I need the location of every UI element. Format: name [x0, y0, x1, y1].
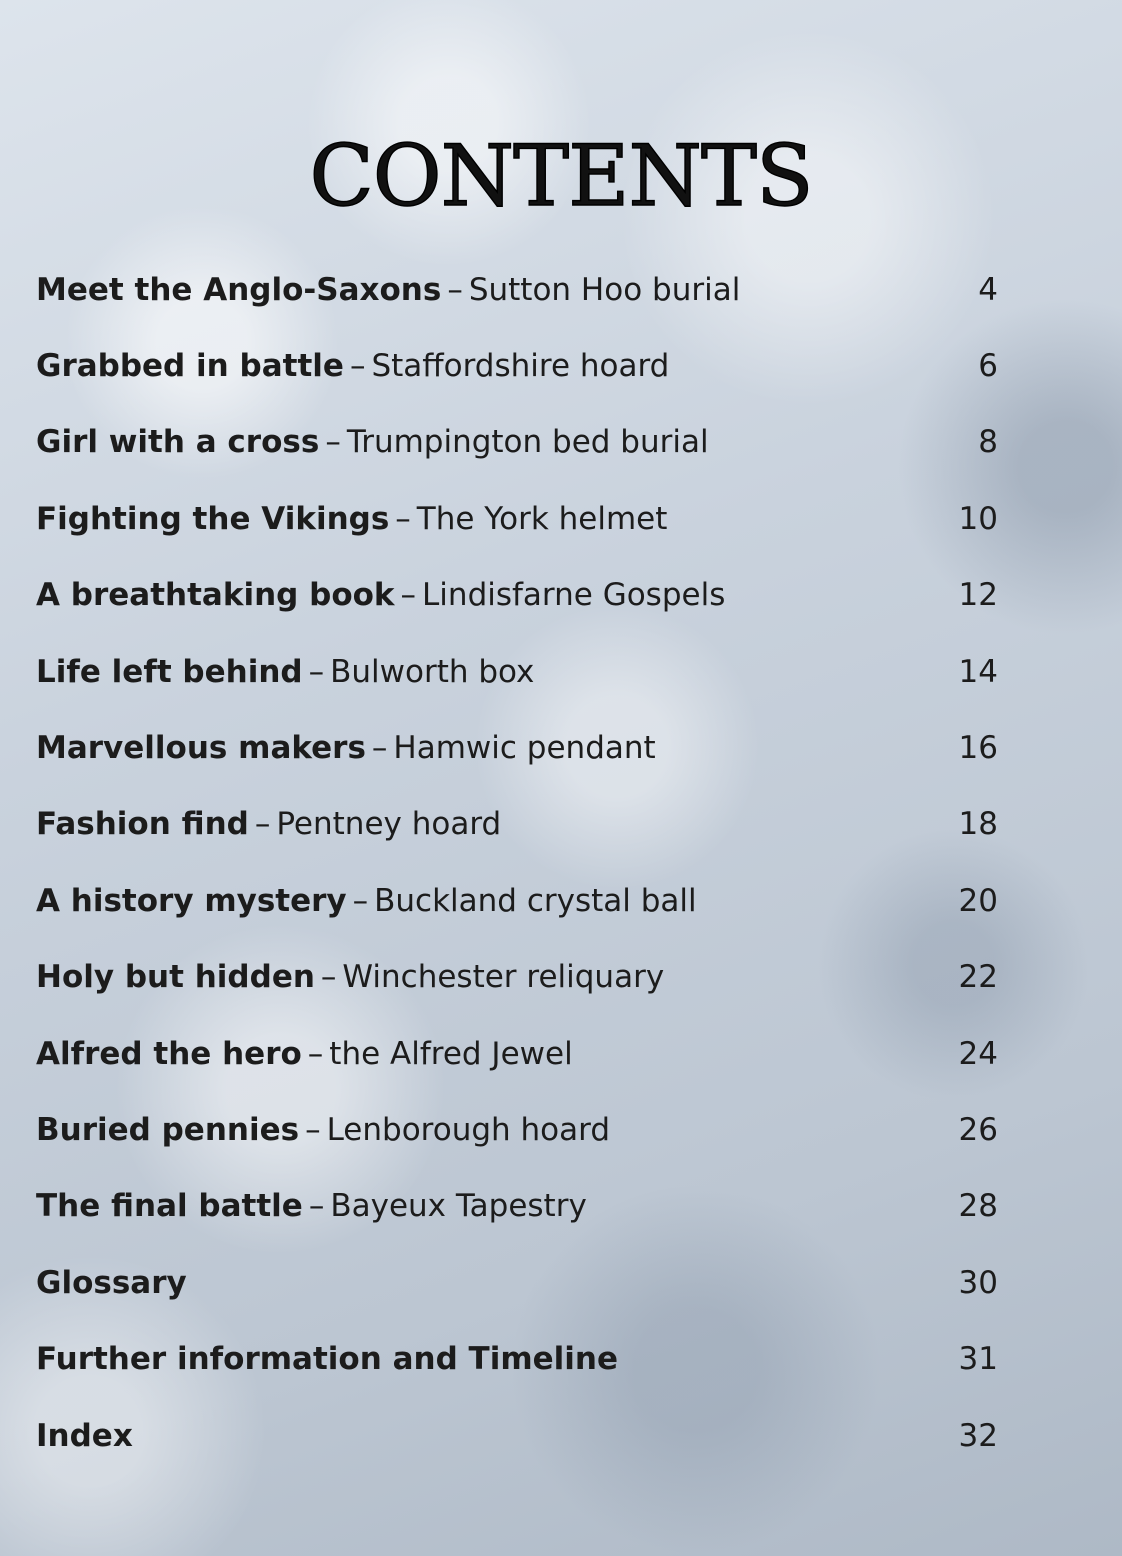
toc-entry-title: Further information and Timeline [36, 1341, 618, 1378]
toc-entry-separator: – [307, 1035, 324, 1072]
toc-entry-title: Glossary [36, 1264, 187, 1301]
toc-entry-title: Life left behind [36, 653, 303, 690]
toc-entry[interactable] [36, 405, 998, 481]
toc-entry-subtitle: the Alfred Jewel [329, 1035, 573, 1072]
toc-entry[interactable] [36, 863, 998, 939]
toc-entry-page: 26 [958, 1111, 998, 1148]
toc-entry-separator: – [254, 806, 271, 843]
toc-entry-page: 31 [958, 1341, 998, 1378]
toc-entry-page: 6 [978, 348, 998, 385]
toc-entry-text [36, 730, 656, 767]
toc-entry-subtitle: Bulworth box [330, 653, 535, 690]
toc-entry-page: 16 [958, 730, 998, 767]
toc-entry-title: Girl with a cross [36, 424, 320, 461]
toc-entry-page: 30 [958, 1264, 998, 1301]
toc-entry-text [36, 1035, 573, 1072]
toc-entry-title: Marvellous makers [36, 730, 366, 767]
toc-entry[interactable] [36, 1321, 998, 1397]
toc-entry-separator: – [325, 424, 341, 461]
toc-entry-subtitle: Buckland crystal ball [374, 882, 697, 919]
toc-entry-title: The final battle [36, 1188, 303, 1225]
toc-entry-subtitle: Pentney hoard [276, 806, 502, 843]
toc-entry-title: Grabbed in battle [36, 348, 344, 385]
toc-entry-text [36, 806, 502, 843]
contents-list [36, 252, 998, 1474]
toc-entry-separator: – [400, 577, 417, 614]
toc-entry-text [36, 1417, 133, 1454]
toc-entry-text [36, 1111, 611, 1148]
toc-entry-page: 4 [978, 271, 998, 308]
toc-entry-title: Alfred the hero [36, 1035, 302, 1072]
toc-entry-page: 20 [958, 882, 998, 919]
toc-entry-subtitle: The York helmet [416, 500, 668, 537]
toc-entry-page: 18 [958, 806, 998, 843]
toc-entry-text [36, 1264, 187, 1301]
toc-entry-separator: – [371, 730, 388, 767]
toc-entry-separator: – [308, 653, 325, 690]
toc-entry-text [36, 959, 665, 996]
toc-entry-page: 14 [958, 653, 998, 690]
toc-entry[interactable] [36, 1245, 998, 1321]
toc-entry[interactable] [36, 710, 998, 786]
toc-entry-text [36, 1341, 618, 1378]
toc-entry-text [36, 271, 741, 308]
toc-entry[interactable] [36, 481, 998, 557]
toc-entry-title: A breathtaking book [36, 577, 395, 614]
toc-entry-text [36, 653, 535, 690]
toc-entry-text [36, 882, 697, 919]
toc-entry-page: 10 [958, 500, 998, 537]
toc-entry-subtitle: Bayeux Tapestry [330, 1188, 587, 1225]
toc-entry-page: 32 [958, 1417, 998, 1454]
toc-entry-text [36, 1188, 587, 1225]
toc-entry-text [36, 424, 709, 461]
toc-entry[interactable] [36, 1169, 998, 1245]
toc-entry-page: 8 [978, 424, 998, 461]
toc-entry-separator: – [395, 500, 411, 537]
toc-entry[interactable] [36, 252, 998, 328]
toc-entry-text [36, 577, 726, 614]
toc-entry-subtitle: Lindisfarne Gospels [422, 577, 726, 614]
toc-entry-subtitle: Hamwic pendant [393, 730, 656, 767]
toc-entry-subtitle: Trumpington bed burial [346, 424, 709, 461]
toc-entry[interactable] [36, 634, 998, 710]
toc-entry-text [36, 500, 668, 537]
toc-entry-title: Fighting the Vikings [36, 500, 390, 537]
toc-entry-text [36, 348, 670, 385]
toc-entry[interactable] [36, 1092, 998, 1168]
toc-entry-subtitle: Sutton Hoo burial [468, 271, 741, 308]
toc-entry-separator: – [305, 1111, 321, 1148]
toc-entry-separator: – [349, 348, 366, 385]
toc-entry-page: 24 [958, 1035, 998, 1072]
toc-entry[interactable] [36, 328, 998, 404]
toc-entry-subtitle: Winchester reliquary [342, 959, 665, 996]
toc-entry-title: Fashion find [36, 806, 249, 843]
toc-entry-page: 12 [958, 577, 998, 614]
toc-entry[interactable] [36, 787, 998, 863]
toc-entry-title: Buried pennies [36, 1111, 300, 1148]
toc-entry[interactable] [36, 558, 998, 634]
page-title: CONTENTS [309, 127, 813, 226]
toc-entry-separator: – [447, 271, 463, 308]
toc-entry-page: 28 [958, 1188, 998, 1225]
toc-entry[interactable] [36, 1016, 998, 1092]
toc-entry-title: Index [36, 1417, 133, 1454]
toc-entry-separator: – [352, 882, 369, 919]
toc-entry-title: Meet the Anglo-Saxons [36, 271, 442, 308]
toc-entry-title: Holy but hidden [36, 959, 315, 996]
toc-entry-separator: – [308, 1188, 325, 1225]
toc-entry[interactable] [36, 940, 998, 1016]
toc-entry-separator: – [320, 959, 337, 996]
toc-entry[interactable] [36, 1398, 998, 1474]
toc-entry-subtitle: Lenborough hoard [326, 1111, 611, 1148]
toc-entry-page: 22 [958, 959, 998, 996]
toc-entry-subtitle: Staffordshire hoard [371, 348, 670, 385]
toc-entry-title: A history mystery [36, 882, 347, 919]
